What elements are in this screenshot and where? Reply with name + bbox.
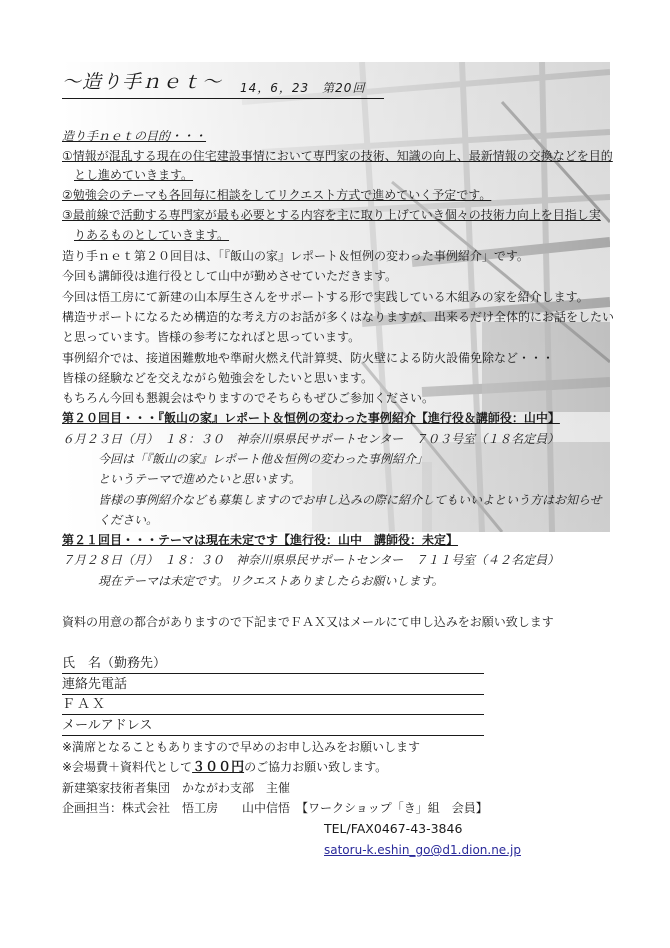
intro-line: 今回は悟工房にて新建の山本厚生さんをサポートする形で実践している木組みの家を紹介します。: [62, 290, 589, 304]
note-fee-suffix: のご協力お願い致します。: [244, 760, 388, 774]
intro-line: 構造サポートになるため構造的な考え方のお話が多くはなりますが、出来るだけ全体的にお話をしたい: [62, 310, 615, 324]
purpose-heading: 造り手ｎｅｔの目的・・・: [62, 129, 207, 143]
note-fee-prefix: ※会場費＋資料代として: [62, 760, 193, 774]
organizer-tel-fax: TEL/FAX0467-43-3846: [324, 821, 463, 836]
session20-schedule: ６月２３日（月） １８：３０ 神奈川県県民サポートセンター ７０３号室（１８名定員）: [62, 432, 560, 446]
session21-note: 現在テーマは未定です。リクエストありましたらお願いします。: [98, 574, 444, 588]
session20-note: 皆様の事例紹介なども募集しますのでお申し込みの際に紹介してもいいよという方はお知らせ: [98, 493, 602, 507]
purpose-item3-line1: ③最前線で活動する専門家が最も必要とする内容を主に取り上げていき個々の技術力向上を目指し実: [62, 208, 601, 222]
page-title: ～造り手ｎｅｔ～: [62, 71, 223, 93]
intro-line: 今回も講師役は進行役として山中が勤めさせていただきます。: [62, 269, 398, 283]
field-email-label: メールアドレス: [62, 718, 153, 733]
purpose-item1-line2: とし進めていきます。: [74, 168, 194, 182]
title-underline: [62, 98, 384, 99]
note-early-application: ※満席となることもありますので早めのお申し込みをお願いします: [62, 740, 421, 754]
session21-schedule: ７月２８日（月） １８：３０ 神奈川県県民サポートセンター ７１１号室（４２名定員）: [62, 553, 560, 567]
intro-line: もちろん今回も懇親会はやりますのでそちらもぜひご参加ください。: [62, 391, 435, 405]
note-fee: [62, 759, 387, 776]
session20-note: ください。: [98, 513, 159, 527]
field-name-label: 氏 名（勤務先）: [62, 656, 167, 671]
field-phone-label: 連絡先電話: [62, 677, 128, 692]
session20-note: というテーマで進めたいと思います。: [98, 472, 302, 486]
note-fee-amount: ３００円: [192, 760, 245, 775]
purpose-item1-line1: ①情報が混乱する現在の住宅建設事情において専門家の技術、知識の向上、最新情報の交換などを目的: [62, 149, 613, 163]
issue-date: 14，6，23 第20回: [240, 81, 366, 95]
intro-line: 造り手ｎｅｔ第２０回目は、「『飯山の家』レポート＆恒例の変わった事例紹介」です。: [62, 249, 529, 263]
organizer-host: 新建築家技術者集団 かながわ支部 主催: [62, 781, 291, 795]
organizer-planner: 企画担当：株式会社 悟工房 山中信悟 【ワークショップ「き」組 会員】: [62, 801, 488, 815]
intro-line: と思っています。皆様の参考になればと思っています。: [62, 330, 361, 344]
application-intro: 資料の用意の都合がありますので下記までＦＡＸ又はメールにて申し込みをお願い致します: [62, 615, 554, 629]
purpose-item3-line2: りあるものとしていきます。: [74, 228, 230, 242]
session20-note: 今回は「『飯山の家』レポート他＆恒例の変わった事例紹介」: [98, 452, 428, 466]
intro-line: 皆様の経験などを交えながら勉強会をしたいと思います。: [62, 371, 374, 385]
session20-heading: 第２０回目・・・『飯山の家』レポート＆恒例の変わった事例紹介【進行役＆講師役：山中】: [62, 411, 560, 425]
session21-heading: 第２１回目・・・テーマは現在未定です【進行役：山中 講師役：未定】: [62, 533, 459, 547]
field-fax-line[interactable]: [62, 714, 484, 715]
field-email-line[interactable]: [62, 735, 484, 736]
field-name-line[interactable]: [62, 673, 484, 674]
organizer-email-link[interactable]: satoru-k.eshin_go@d1.dion.ne.jp: [324, 843, 521, 857]
intro-line: 事例紹介では、接道困難敷地や準耐火燃え代計算奨、防火壁による防火設備免除など・・・: [62, 351, 555, 365]
purpose-item2: ②勉強会のテーマも各回毎に相談をしてリクエスト方式で進めていく予定です。: [62, 188, 492, 202]
field-fax-label: ＦＡＸ: [62, 697, 108, 712]
field-phone-line[interactable]: [62, 694, 484, 695]
